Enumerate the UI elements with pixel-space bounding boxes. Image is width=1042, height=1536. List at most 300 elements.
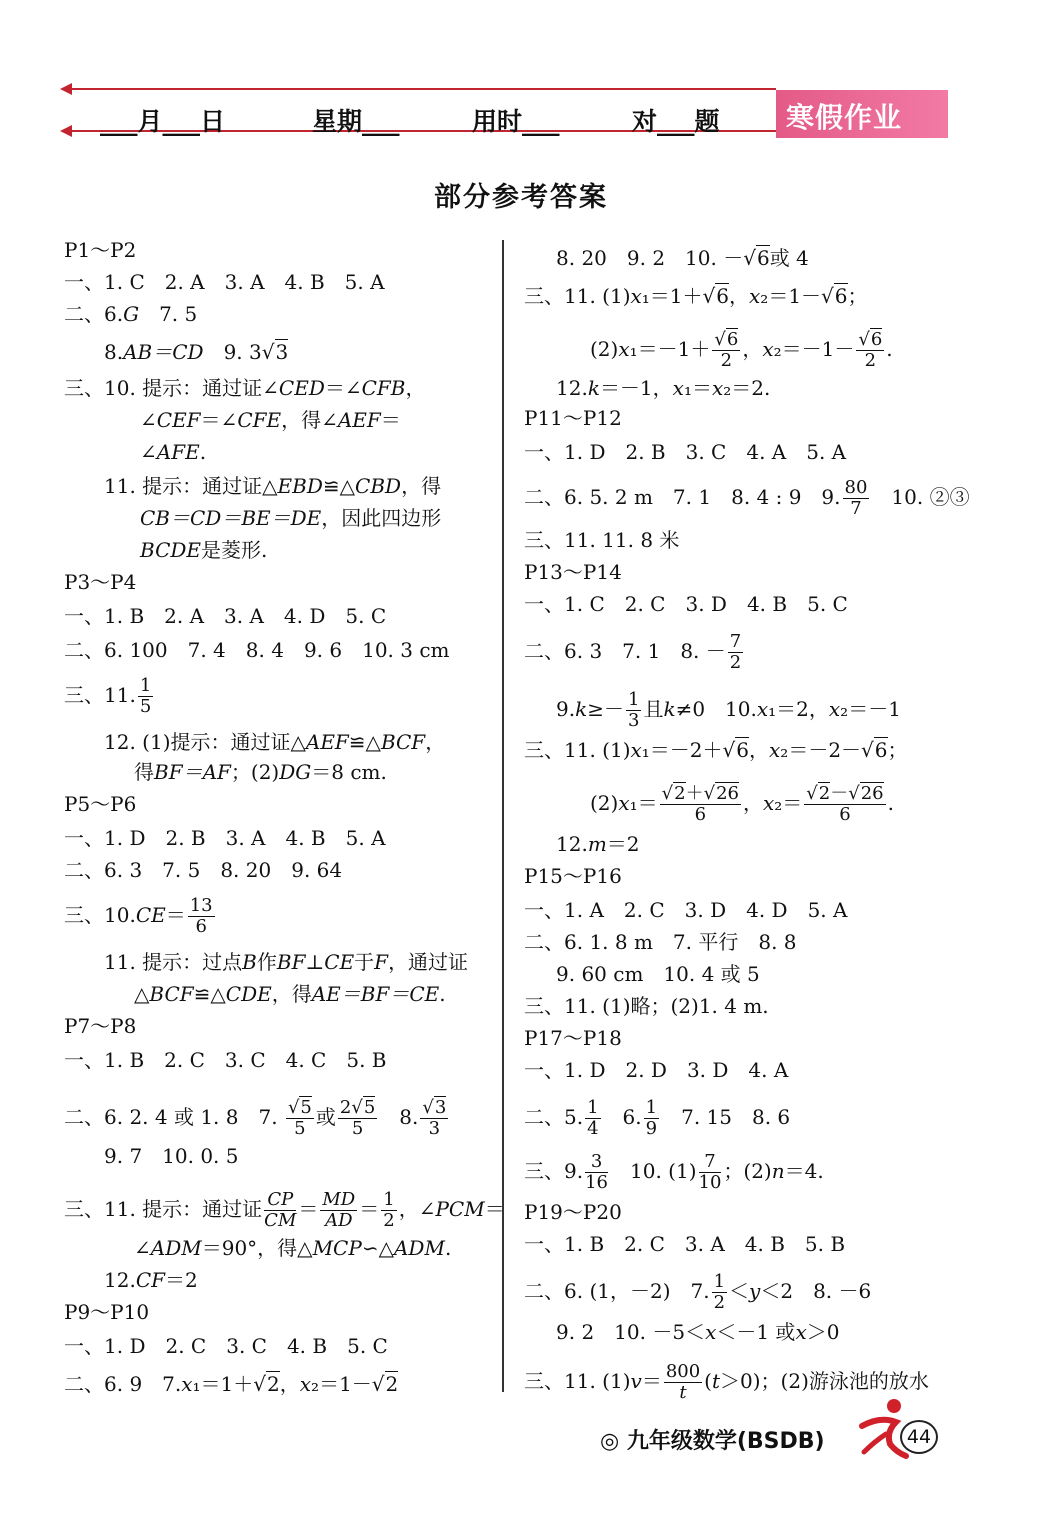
math-var: n <box>771 1159 785 1183</box>
radicand: 3 <box>275 340 289 364</box>
text: 12. <box>556 376 588 400</box>
numerator: √3 <box>422 1097 447 1118</box>
radicand: 2 <box>674 783 686 804</box>
radicand: 6 <box>716 284 730 308</box>
denominator: 2 <box>383 1210 395 1231</box>
math-var: x <box>762 791 775 815</box>
text: . <box>886 337 893 361</box>
correct-count-field[interactable]: 对___题 <box>632 107 720 136</box>
math-var: x <box>618 791 630 815</box>
text: 三、11. (1) <box>524 284 631 308</box>
radicand: 3 <box>434 1097 447 1118</box>
answer-line <box>524 528 679 552</box>
math-expr: AE＝BF＝CE <box>311 982 440 1006</box>
fraction <box>188 896 215 937</box>
text: 三、11. 提示：通过证 <box>64 1197 263 1221</box>
answer-line <box>64 896 217 937</box>
winter-homework-banner <box>776 90 948 138</box>
answer-line: 三、11. (1)x₁＝－2＋√6，x₂＝－2－√6； <box>524 738 908 762</box>
page-number: 44 <box>900 1420 938 1454</box>
text: 一、1. B 2. A 3. A 4. D 5. C <box>64 604 387 628</box>
text: ＝ <box>380 408 401 432</box>
answer-line <box>524 1152 824 1193</box>
section-p17-p18 <box>524 1026 622 1050</box>
text: ，得∠ <box>281 408 338 432</box>
header-top-arrow <box>60 83 72 95</box>
text: 12. (1)提示：通过证△ <box>104 730 306 754</box>
text: ＝∠ <box>200 408 238 432</box>
text: 二、6. 3 7. 1 8. － <box>524 639 726 663</box>
section-p9-p10 <box>64 1300 149 1324</box>
radicand: 2 <box>818 783 831 804</box>
math-var: k <box>587 376 600 400</box>
text: ₂＝1－ <box>311 1372 372 1396</box>
text: 三、11. (1) <box>524 738 631 762</box>
text: (2) <box>590 791 619 815</box>
text: ₁＝ <box>629 791 658 815</box>
math-var: m <box>587 832 607 856</box>
math-var: CE <box>135 903 166 927</box>
text: P17～P18 <box>524 1026 622 1050</box>
text: 三、11. <box>64 683 136 707</box>
fraction <box>138 676 153 717</box>
answer-line <box>64 302 197 326</box>
radicand: 2 <box>267 1372 280 1396</box>
fraction <box>664 1362 702 1403</box>
text: 二、6. <box>64 302 124 326</box>
text: 且 <box>643 697 664 721</box>
denominator: t <box>679 1382 687 1403</box>
denominator: 6 <box>839 804 851 825</box>
answer-line <box>64 858 342 882</box>
answer-line <box>524 592 848 616</box>
text: 9. 7 10. 0. 5 <box>104 1144 239 1168</box>
text: 二、6. 3 7. 5 8. 20 9. 64 <box>64 858 343 882</box>
text: 8. <box>104 340 124 364</box>
section-p7-p8 <box>64 1014 136 1038</box>
text: ₁＝1＋ <box>192 1372 254 1396</box>
text: P3～P4 <box>64 570 137 594</box>
text: ＝90°，得△ <box>201 1236 313 1260</box>
operator: ＋ <box>685 783 704 804</box>
text: ∠ <box>140 408 157 432</box>
radicand: 6 <box>756 246 770 270</box>
radicand: 5 <box>363 1097 376 1118</box>
text: ＝4. <box>784 1159 824 1183</box>
text: (2) <box>590 337 619 361</box>
math-var: x <box>299 1372 312 1396</box>
text: ₂＝ <box>774 791 803 815</box>
answer-line <box>556 832 640 856</box>
answer-line <box>140 440 206 464</box>
text: 11. 提示：过点 <box>104 950 243 974</box>
fraction <box>804 784 885 825</box>
weekday-field[interactable]: 星期___ <box>312 107 400 136</box>
math-var: AEF <box>337 408 381 432</box>
fraction <box>728 632 743 673</box>
numerator: √6 <box>858 329 883 350</box>
text: 二、6. 2. 4 或 1. 8 7. <box>64 1105 278 1129</box>
fraction <box>626 690 641 731</box>
math-var: CFE <box>237 408 282 432</box>
text: 三、9. <box>524 1159 584 1183</box>
answer-line <box>524 1098 790 1139</box>
text: 二、6. 5. 2 m 7. 1 8. 4 : 9 9. <box>524 485 841 509</box>
answer-line <box>140 538 267 562</box>
answer-line <box>556 962 760 986</box>
answer-line <box>556 1320 839 1344</box>
text: ₁＝－1＋ <box>629 337 711 361</box>
denominator: 7 <box>850 498 862 519</box>
text: ＞0)；(2)游泳池的放水 <box>720 1369 929 1393</box>
denominator: CM <box>264 1210 297 1231</box>
numerator: 80 <box>844 477 868 498</box>
math-var: MCP <box>312 1236 362 1260</box>
math-var: CF <box>135 1268 165 1292</box>
fraction <box>381 1190 396 1231</box>
math-var: G <box>123 302 140 326</box>
text: ＝ <box>359 1197 380 1221</box>
answer-line <box>140 408 401 432</box>
answer-line <box>524 440 846 464</box>
answer-line <box>134 982 446 1006</box>
answer-line <box>64 604 386 628</box>
answer-line <box>524 632 745 673</box>
text: ， <box>279 1372 300 1396</box>
answer-line <box>524 1272 871 1313</box>
text: . <box>887 791 894 815</box>
numerator: 1 <box>383 1189 395 1210</box>
text: 9. 60 cm 10. 4 或 5 <box>556 962 760 986</box>
date-field[interactable]: ___月___日 <box>100 107 226 136</box>
math-var: EBD <box>277 474 323 498</box>
math-var: x <box>181 1372 193 1396</box>
denominator: 9 <box>645 1118 658 1139</box>
text: ( <box>704 1369 712 1393</box>
math-var: v <box>630 1369 642 1393</box>
fraction <box>286 1098 314 1139</box>
text: 作 <box>256 950 277 974</box>
answer-line <box>556 376 770 400</box>
section-p5-p6 <box>64 792 136 816</box>
text: ；(2) <box>723 1159 772 1183</box>
text: ＝ <box>641 1369 662 1393</box>
math-var: CEF <box>156 408 201 432</box>
coefficient: 2 <box>339 1097 352 1118</box>
radicand: 26 <box>860 783 884 804</box>
text: 一、1. B 2. C 3. C 4. C 5. B <box>64 1048 387 1072</box>
math-var: y <box>749 1279 761 1303</box>
denominator: 5 <box>139 696 152 717</box>
radicand: 6 <box>870 329 883 350</box>
text: ＝－1， <box>599 376 673 400</box>
math-var: AEF <box>305 730 349 754</box>
math-var: AFE <box>156 440 200 464</box>
fraction <box>660 784 741 825</box>
text: ∠ <box>140 440 157 464</box>
text: 三、11. (1)略；(2)1. 4 m. <box>524 994 769 1018</box>
math-expr: BF＝AF <box>154 760 231 784</box>
text: 一、1. C 2. A 3. A 4. B 5. A <box>64 270 385 294</box>
numerator: 1 <box>587 1097 599 1118</box>
denominator: 5 <box>351 1118 364 1139</box>
math-var: k <box>575 697 588 721</box>
fraction <box>856 330 884 371</box>
numerator: 800 <box>665 1361 701 1382</box>
math-var: x <box>828 697 841 721</box>
math-var: BCF <box>149 982 194 1006</box>
time-field[interactable]: 用时___ <box>472 107 560 136</box>
radicand: 6 <box>874 738 888 762</box>
text: ＝2 <box>165 1268 198 1292</box>
text: ＜－1 或 <box>716 1320 796 1344</box>
math-var: CE <box>324 950 355 974</box>
numerator: √6 <box>714 329 739 350</box>
numerator: 1 <box>627 689 640 710</box>
answer-line: 8. 20 9. 2 10. －√6或 4 <box>556 246 809 270</box>
text: ＝2 <box>606 832 640 856</box>
text: ＞0 <box>806 1320 840 1344</box>
footer-label: ◎ 九年级数学(BSDB) <box>600 1429 825 1454</box>
denominator: 3 <box>627 710 640 731</box>
text: ₂＝2. <box>723 376 771 400</box>
answer-line <box>104 474 441 498</box>
text: 得 <box>134 760 154 784</box>
numerator: 2√5 <box>339 1097 376 1118</box>
radicand: 6 <box>834 284 848 308</box>
text: ₂＝－1 <box>840 697 901 721</box>
numerator: 1 <box>645 1097 658 1118</box>
fraction <box>644 1098 659 1139</box>
answer-line <box>134 760 387 784</box>
text: 6. <box>602 1105 642 1129</box>
math-var: x <box>756 697 769 721</box>
text: ＝ <box>298 1197 319 1221</box>
math-var: BCDE <box>140 538 202 562</box>
text: ≌△ <box>322 474 356 498</box>
text: 12. <box>556 832 588 856</box>
text: P7～P8 <box>64 1014 137 1038</box>
answer-line <box>64 270 385 294</box>
text: P15～P16 <box>524 864 622 888</box>
text: 一、1. D 2. B 3. A 4. B 5. A <box>64 826 386 850</box>
page-title: 部分参考答案 <box>434 182 608 213</box>
text: 一、1. D 2. B 3. C 4. A 5. A <box>524 440 847 464</box>
answer-line <box>104 340 288 364</box>
radicand: 5 <box>300 1097 312 1118</box>
math-var: CDE <box>225 982 272 1006</box>
numerator: √5 <box>287 1097 312 1118</box>
math-var: DG <box>279 760 312 784</box>
denominator: 3 <box>428 1118 441 1139</box>
text: P13～P14 <box>524 560 622 584</box>
answer-line <box>140 506 441 530</box>
text: ＝ <box>165 903 186 927</box>
math-expr: AB＝CD <box>123 340 204 364</box>
radicand: 6 <box>736 738 750 762</box>
text: 三、10. <box>64 903 136 927</box>
text: ；(2) <box>230 760 280 784</box>
sqrt-sign: √ <box>261 340 275 364</box>
answer-line <box>524 898 847 922</box>
text: ，通过证 <box>388 950 469 974</box>
text: 9. 2 10. －5＜ <box>556 1320 706 1344</box>
text: 于 <box>354 950 375 974</box>
text: P1～P2 <box>64 238 137 262</box>
fraction <box>843 478 870 519</box>
text: 二、6. 100 7. 4 8. 4 9. 6 10. 3 cm <box>64 638 450 662</box>
answer-line <box>104 950 468 974</box>
denominator: 2 <box>720 350 733 371</box>
text: 7. 15 8. 6 <box>661 1105 791 1129</box>
header-bottom-arrow <box>60 125 72 137</box>
text: ₁＝2， <box>768 697 829 721</box>
math-var: PCM <box>435 1197 485 1221</box>
text: 一、1. C 2. C 3. D 4. B 5. C <box>524 592 848 616</box>
text: 8. <box>379 1105 419 1129</box>
math-var: x <box>795 1320 807 1344</box>
numerator: 13 <box>189 895 213 916</box>
text: ， <box>749 738 770 762</box>
numerator: √2－√26 <box>806 783 884 804</box>
answer-line <box>64 638 450 662</box>
denominator: 6 <box>694 804 707 825</box>
denominator: 2 <box>713 1292 726 1313</box>
banner-text: 寒假作业 <box>786 101 903 134</box>
numerator: 1 <box>139 675 152 696</box>
answer-line <box>64 826 386 850</box>
text: 一、1. D 2. D 3. D 4. A <box>524 1058 789 1082</box>
text: ₂＝－2－ <box>780 738 862 762</box>
section-p13-p14 <box>524 560 622 584</box>
math-var: x <box>769 738 781 762</box>
text: P9～P10 <box>64 1300 150 1324</box>
denominator: 16 <box>585 1172 608 1193</box>
math-var: x <box>618 337 630 361</box>
fraction <box>585 1152 608 1193</box>
fraction <box>338 1098 377 1139</box>
text: ≌△ <box>348 730 381 754</box>
section-p15-p16 <box>524 864 622 888</box>
answer-line <box>64 1098 450 1139</box>
numerator: √2＋√26 <box>661 783 739 804</box>
fraction <box>712 1272 727 1313</box>
math-var: x <box>705 1320 717 1344</box>
text: △ <box>134 982 150 1006</box>
answer-line <box>64 1190 505 1231</box>
math-var: x <box>630 738 642 762</box>
text: 一、1. D 2. C 3. C 4. B 5. C <box>64 1334 388 1358</box>
text: ，得 <box>401 474 442 498</box>
text: 7. 5 <box>139 302 198 326</box>
text: 三、10. 提示：通过证∠ <box>64 376 279 400</box>
text: ，得 <box>271 982 312 1006</box>
text: 10. ②③ <box>871 485 970 509</box>
radicand: 6 <box>726 329 739 350</box>
operator: － <box>830 783 849 804</box>
text: 9. 3 <box>203 340 262 364</box>
answer-line <box>524 1058 788 1082</box>
fraction <box>585 1098 600 1139</box>
text: ； <box>847 284 868 308</box>
denominator: 5 <box>294 1118 306 1139</box>
answer-line <box>64 1334 388 1358</box>
header-top-line <box>70 88 776 90</box>
math-var: x <box>630 284 642 308</box>
denominator: 10 <box>698 1172 722 1193</box>
fraction <box>699 1152 722 1193</box>
text: ＜2 8. －6 <box>760 1279 872 1303</box>
section-p19-p20 <box>524 1200 622 1224</box>
answer-line <box>590 330 893 371</box>
denominator: 2 <box>729 652 742 673</box>
text: 或 <box>315 1105 336 1129</box>
radicand: 2 <box>385 1372 399 1396</box>
math-expr: CB＝CD＝BE＝DE <box>140 506 322 530</box>
answer-line <box>134 1236 451 1260</box>
numerator: CP <box>264 1190 296 1211</box>
text: 8. 20 9. 2 10. － <box>556 246 744 270</box>
text: 10. (1) <box>610 1159 697 1183</box>
answer-line <box>524 478 970 519</box>
text: ； <box>887 738 908 762</box>
text: ，因此四边形 <box>321 506 442 530</box>
denominator: AD <box>325 1210 353 1231</box>
math-var: ADM <box>393 1236 445 1260</box>
answer-line: 二、6. 9 7.x₁＝1＋√2，x₂＝1－√2 <box>64 1372 399 1396</box>
text: ∠ <box>134 1236 151 1260</box>
text: ， <box>405 376 426 400</box>
text: ， <box>742 791 763 815</box>
answer-line <box>524 930 797 954</box>
text: P19～P20 <box>524 1200 622 1224</box>
text: ， <box>742 337 763 361</box>
math-var: x <box>672 376 684 400</box>
text: 9. <box>556 697 576 721</box>
math-var: x <box>749 284 761 308</box>
text: P5～P6 <box>64 792 137 816</box>
text: 一、1. A 2. C 3. D 4. D 5. A <box>524 898 848 922</box>
text: 二、6. 9 7. <box>64 1372 182 1396</box>
text: ₂＝1－ <box>760 284 822 308</box>
numerator: MD <box>322 1189 356 1210</box>
text: 三、11. 11. 8 米 <box>524 528 680 552</box>
math-var: F <box>374 950 389 974</box>
math-var: B <box>242 950 257 974</box>
math-var: t <box>711 1369 721 1393</box>
text: ≥－ <box>587 697 624 721</box>
text: ＜ <box>729 1279 750 1303</box>
fraction <box>420 1098 448 1139</box>
text: 12. <box>104 1268 136 1292</box>
answer-line <box>556 690 901 731</box>
section-p1-p2 <box>64 238 136 262</box>
text: 一、1. B 2. C 3. A 4. B 5. B <box>524 1232 846 1256</box>
answer-line <box>524 994 769 1018</box>
radicand: 26 <box>716 783 739 804</box>
section-p11-p12 <box>524 406 622 430</box>
answer-line <box>104 1144 239 1168</box>
denominator: 4 <box>587 1118 599 1139</box>
text: ∽△ <box>361 1236 394 1260</box>
text: 二、6. 1. 8 m 7. 平行 8. 8 <box>524 930 797 954</box>
text: ₁＝ <box>683 376 712 400</box>
math-var: ADM <box>150 1236 202 1260</box>
numerator: 1 <box>713 1271 726 1292</box>
text: ， <box>729 284 750 308</box>
text: 二、5. <box>524 1105 584 1129</box>
text: ， <box>425 730 446 754</box>
